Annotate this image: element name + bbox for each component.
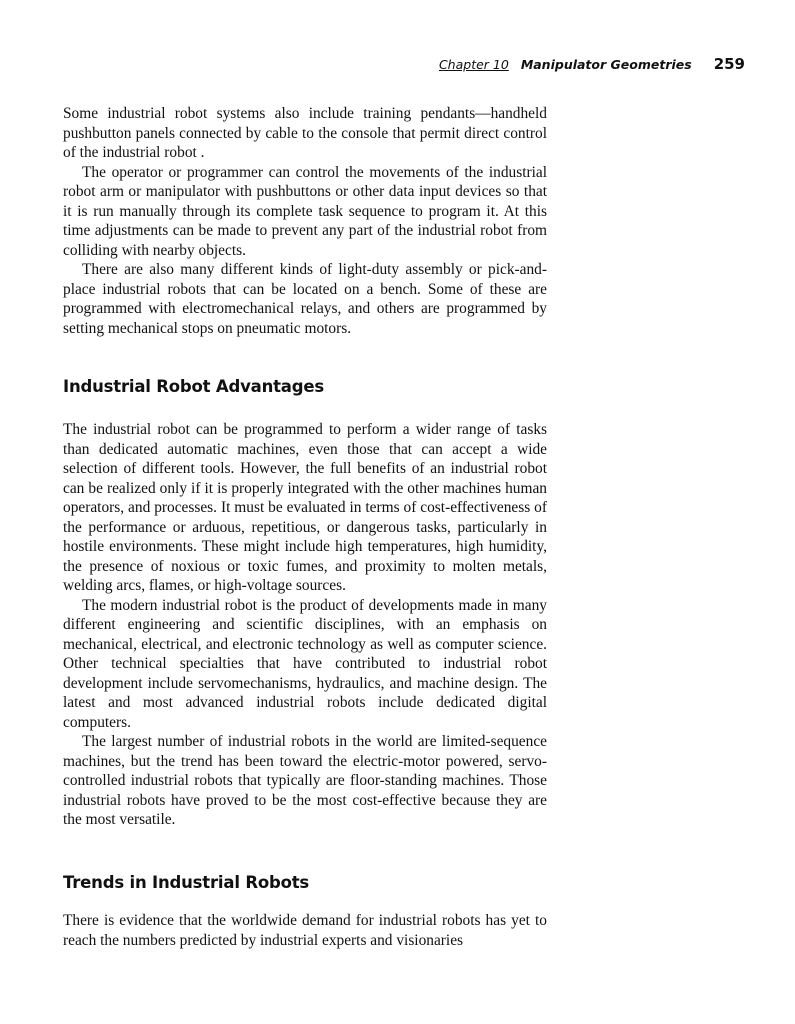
body-section-advantages (63, 420, 547, 830)
section-heading-trends: Trends in Industrial Robots (63, 873, 310, 892)
paragraph: The largest number of industrial robots in the world are limited-sequence machines, but the trend has been toward the electric-motor powered, servo-controlled industrial robots that typically are floor-standing machines. Those industrial robots have proved to be the most cost-effective because they are the most versatile. (63, 733, 547, 828)
paragraph: There are also many different kinds of light-duty assembly or pick-and-place industrial robots that can be located on a bench. Some of these are programmed with electromechanical relays, and others are programmed by setting mechanical stops on pneumatic motors. (63, 261, 547, 337)
paragraph: The operator or programmer can control the movements of the industrial robot arm or manipulator with pushbuttons or other data input devices so that it is run manually through its complete task sequence to program it. At this time adjustments can be made to prevent any part of the industrial robot from colliding with nearby objects. (63, 163, 547, 259)
running-head (380, 56, 745, 73)
body-section-trends (63, 911, 547, 950)
chapter-label: Chapter 10 (438, 57, 509, 72)
paragraph: There is evidence that the worldwide demand for industrial robots has yet to reach the numbers predicted by industrial experts and visionaries (63, 912, 547, 949)
section-heading-advantages: Industrial Robot Advantages (63, 377, 324, 396)
paragraph: The industrial robot can be programmed to perform a wider range of tasks than dedicated automatic machines, even those that can accept a wide selection of different tools. However, the full benefits of an industrial robot can be realized only if it is properly integrated with the other machines human operators, and processes. It must be evaluated in terms of cost-effectiveness of the performance or arduous, repetitious, or dangerous tasks, particularly in hostile environments. These might include high temperatures, high humidity, the presence of noxious or toxic fumes, and proximity to molten metals, welding arcs, flames, or high-voltage sources. (63, 421, 547, 594)
paragraph: The modern industrial robot is the product of developments made in many different engineering and scientific disciplines, with an emphasis on mechanical, electrical, and electronic technology as well as computer science. Other technical specialties that have contributed to industrial robot development include servomechanisms, hydraulics, and machine design. The latest and most advanced industrial robots include dedicated digital computers. (63, 596, 547, 731)
page-number: 259 (713, 55, 745, 73)
body-section-intro (63, 104, 547, 338)
paragraph: Some industrial robot systems also include training pendants—handheld pushbutton panels connected by cable to the console that permit direct control of the industrial robot . (63, 105, 547, 161)
chapter-title: Manipulator Geometries (520, 57, 692, 72)
